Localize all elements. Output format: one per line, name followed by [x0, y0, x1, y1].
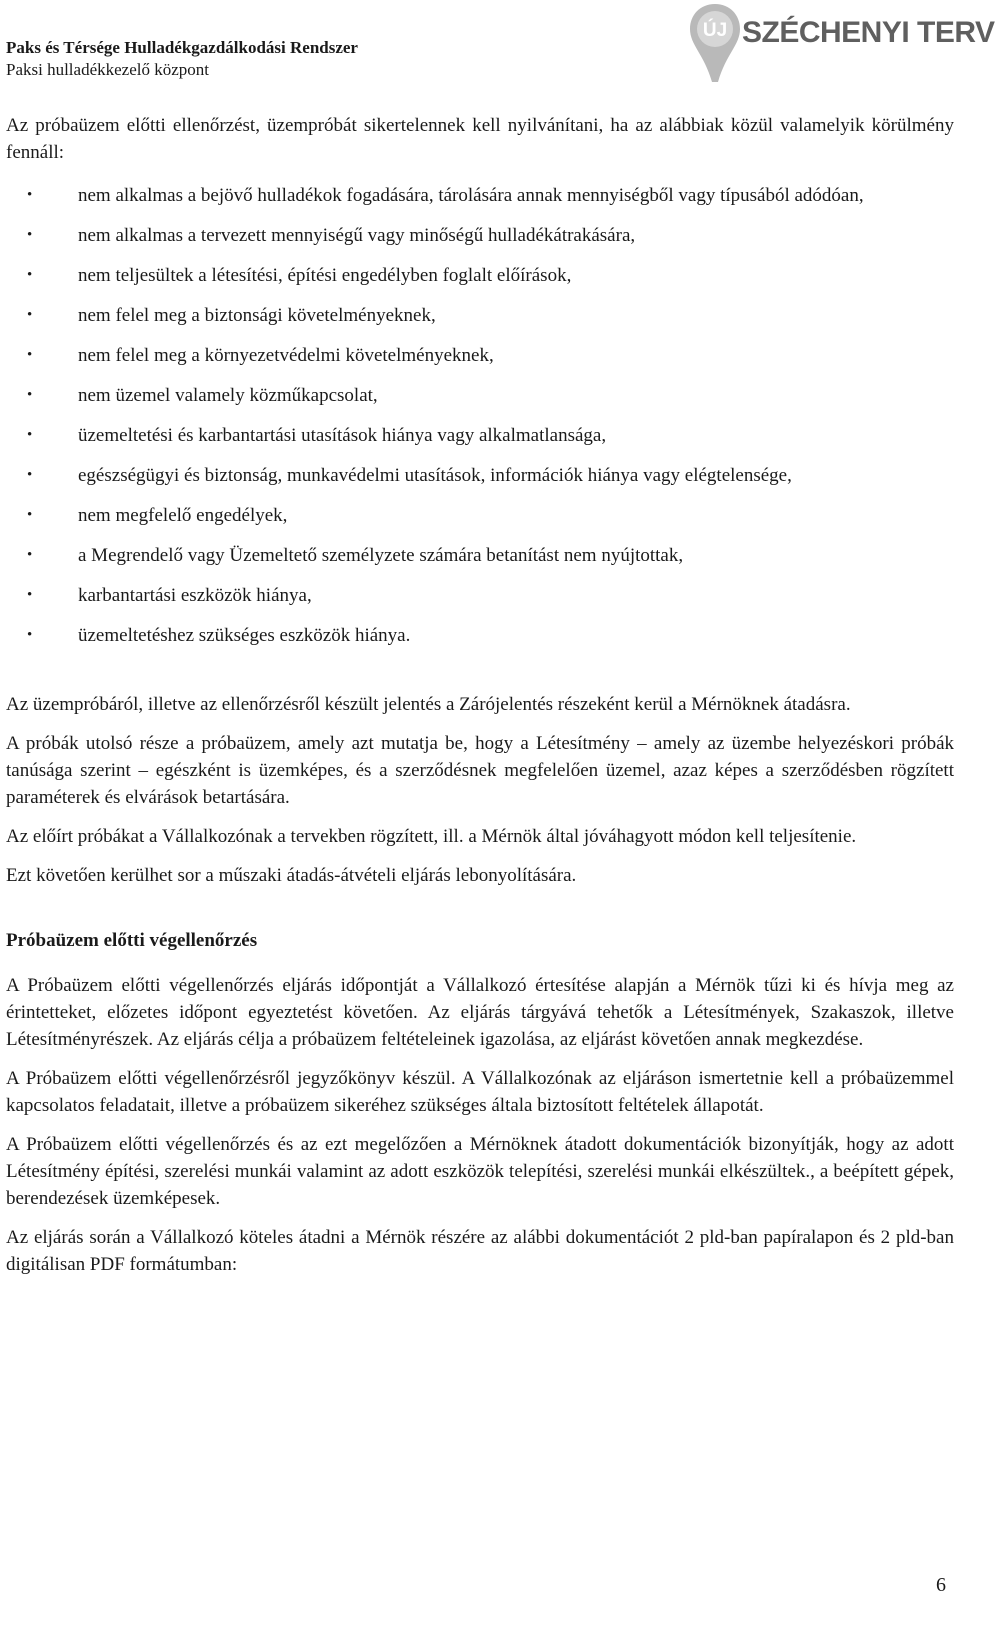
logo-wordmark: SZÉCHENYI TERV	[742, 16, 995, 49]
header-title: Paks és Térsége Hulladékgazdálkodási Rendszer	[6, 38, 358, 57]
list-item: • nem alkalmas a bejövő hulladékok fogadására, tárolására annak mennyiségből vagy típusából adódóan,	[6, 182, 954, 209]
section-heading: Próbaüzem előtti végellenőrzés	[6, 930, 258, 951]
failure-conditions-list	[6, 182, 954, 649]
list-item: • nem alkalmas a tervezett mennyiségű vagy minőségű hulladékátrakására,	[6, 222, 954, 249]
list-item: • nem üzemel valamely közműkapcsolat,	[6, 382, 954, 409]
logo-mark-text: ÚJ	[702, 20, 728, 41]
paragraph: Ezt követően kerülhet sor a műszaki átadás-átvételi eljárás lebonyolítására.	[6, 865, 577, 886]
paragraph: Az eljárás során a Vállalkozó köteles átadni a Mérnök részére az alábbi dokumentációt 2 pld-ban papíralapon és 2 pld-ban digitálisan PDF formátumban:	[6, 1227, 954, 1275]
header-subtitle: Paksi hulladékkezelő központ	[6, 60, 210, 79]
list-item: • a Megrendelő vagy Üzemeltető személyzete számára betanítást nem nyújtottak,	[6, 542, 954, 569]
list-item: • nem teljesültek a létesítési, építési engedélyben foglalt előírások,	[6, 262, 954, 289]
list-item: • üzemeltetési és karbantartási utasítások hiánya vagy alkalmatlansága,	[6, 422, 954, 449]
list-item: • egészségügyi és biztonság, munkavédelmi utasítások, információk hiánya vagy elégtelensége,	[6, 462, 954, 489]
document-body	[6, 112, 954, 1278]
paragraph: A Próbaüzem előtti végellenőrzés eljárás időpontját a Vállalkozó értesítése alapján a Mérnök tűzi ki és hívja meg az érintetteket, előzetes időpont egyeztetést követően. Az eljárás tárgyává tehetők a Létesítmények, Szakaszok, illetve Létesítményrészek. Az eljárás célja a próbaüzem feltételeinek igazolása, az eljárást követően annak megkezdése.	[6, 975, 954, 1050]
list-item: • nem felel meg a környezetvédelmi követelményeknek,	[6, 342, 954, 369]
paragraph: A Próbaüzem előtti végellenőrzésről jegyzőkönyv készül. A Vállalkozónak az eljáráson ismertetnie kell a próbaüzemmel kapcsolatos feladatait, illetve a próbaüzem sikeréhez szükséges általa biztosított feltételek állapotát.	[6, 1068, 954, 1116]
intro-paragraph: Az próbaüzem előtti ellenőrzést, üzempróbát sikertelennek kell nyilvánítani, ha az alábbiak közül valamelyik körülmény fennáll:	[6, 115, 954, 163]
paragraph: Az előírt próbákat a Vállalkozónak a tervekben rögzített, ill. a Mérnök által jóváhagyott módon kell teljesítenie.	[6, 826, 857, 847]
list-item: • nem felel meg a biztonsági követelményeknek,	[6, 302, 954, 329]
page-number: 6	[936, 1574, 946, 1596]
document-header	[6, 37, 358, 81]
list-item: • karbantartási eszközök hiánya,	[6, 582, 954, 609]
paragraph: A Próbaüzem előtti végellenőrzés és az ezt megelőzően a Mérnöknek átadott dokumentációk bizonyítják, hogy az adott Létesítmény építési, szerelési munkái valamint az adott eszközök telepítési, szerelési munkái elkészültek., a beépített gépek, berendezések üzemképesek.	[6, 1134, 954, 1209]
paragraph: A próbák utolsó része a próbaüzem, amely azt mutatja be, hogy a Létesítmény – amely az üzembe helyezéskori próbák tanúsága szerint – egészként is üzemképes, és a szerződésnek megfelelően üzemel, azaz képes a szerződésben rögzített paraméterek és elvárások betartására.	[6, 733, 954, 808]
szechenyi-terv-logo	[688, 2, 995, 90]
paragraph: Az üzempróbáról, illetve az ellenőrzésről készült jelentés a Zárójelentés részeként kerül a Mérnöknek átadásra.	[6, 694, 851, 715]
list-item: • nem megfelelő engedélyek,	[6, 502, 954, 529]
uj-pin-icon	[688, 2, 742, 90]
list-item: • üzemeltetéshez szükséges eszközök hiánya.	[6, 622, 954, 649]
